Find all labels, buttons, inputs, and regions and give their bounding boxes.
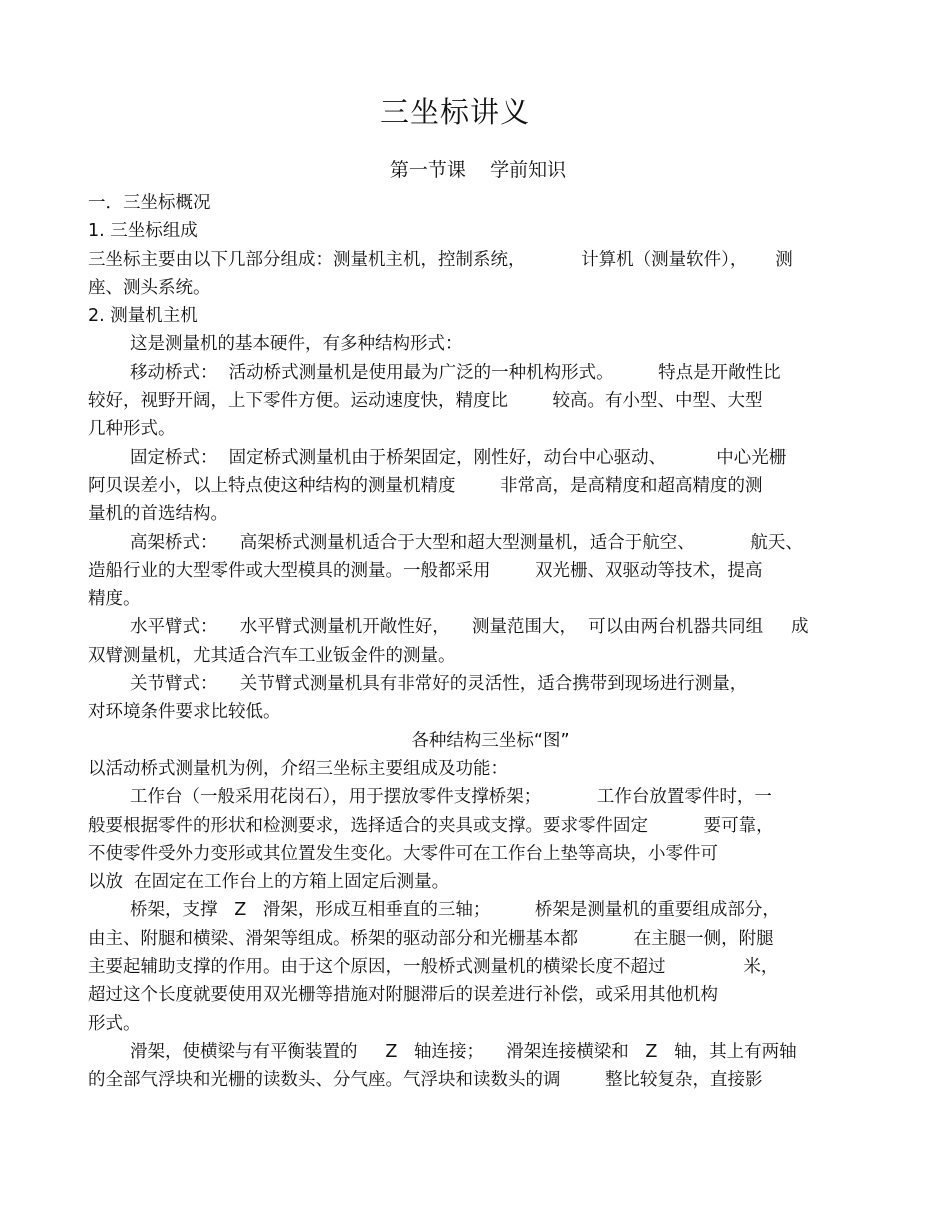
text-line: 关节臂式： 关节臂式测量机具有非常好的灵活性，适合携带到现场进行测量， [130,674,748,695]
text-line: 这是测量机的基本硬件，有多种结构形式： [130,334,463,355]
text-line: 滑架，使横梁与有平衡装置的 Z 轴连接； 滑架连接横梁和 Z 轴，其上有两轴 [130,1041,797,1062]
text-line: 量机的首选结构。 [88,504,228,525]
figure-caption: 各种结构三坐标“图” [411,730,570,751]
subsection-heading: 2. 测量机主机 [88,306,198,327]
text-line: 桥架，支撑 Z 滑架，形成互相垂直的三轴； 桥架是测量机的重要组成部分， [130,900,780,921]
text-line: 不使零件受外力变形或其位置发生变化。大零件可在工作台上垫等高块，小零件可 [88,843,718,864]
text-line: 几种形式。 [88,419,176,440]
text-line: 高架桥式： 高架桥式测量机适合于大型和超大型测量机，适合于航空、 航天、 [130,532,803,553]
text-line: 超过这个长度就要使用双光栅等措施对附腿滞后的误差进行补偿，或采用其他机构 [88,985,718,1006]
text-line: 由主、附腿和横梁、滑架等组成。桥架的驱动部分和光栅基本都 在主腿一侧，附腿 [88,928,774,949]
subsection-heading: 1. 三坐标组成 [88,221,198,242]
lesson-subtitle: 第一节课 学前知识 [389,159,567,181]
text-line: 三坐标主要由以下几部分组成：测量机主机，控制系统， 计算机（测量软件）， 测 [88,249,793,270]
text-line: 对环境条件要求比较低。 [88,702,281,723]
text-line: 水平臂式： 水平臂式测量机开敞性好， 测量范围大， 可以由两台机器共同组 成 [130,617,809,638]
text-line: 造船行业的大型零件或大型模具的测量。一般都采用 双光栅、双驱动等技术，提高 [88,560,763,581]
text-line: 精度。 [88,589,141,610]
text-line: 工作台（一般采用花岗石），用于摆放零件支撑桥架； 工作台放置零件时，一 [130,787,772,808]
text-line: 般要根据零件的形状和检测要求，选择适合的夹具或支撑。要求零件固定 要可靠， [88,815,774,836]
document-body [88,189,888,1095]
text-line: 形式。 [88,1013,141,1034]
section-heading: 一．三坐标概况 [88,193,211,213]
text-line: 以放 在固定在工作台上的方箱上固定后测量。 [88,872,450,893]
text-line: 主要起辅助支撑的作用。由于这个原因，一般桥式测量机的横梁长度不超过 米， [88,957,779,978]
document-title: 三坐标讲义 [379,95,530,129]
text-line: 固定桥式： 固定桥式测量机由于桥架固定，刚性好，动台中心驱动、 中心光栅 [130,447,787,468]
text-line: 的全部气浮块和光栅的读数头、分气座。气浮块和读数头的调 整比较复杂，直接影 [88,1070,763,1091]
text-line: 双臂测量机，尤其适合汽车工业钣金件的测量。 [88,645,456,666]
text-line: 较好，视野开阔，上下零件方便。运动速度快，精度比 较高。有小型、中型、大型 [88,391,763,412]
text-line: 移动桥式： 活动桥式测量机是使用最为广泛的一种机构形式。 特点是开敞性比 [130,362,781,383]
text-line: 以活动桥式测量机为例，介绍三坐标主要组成及功能： [88,758,508,779]
text-line: 座、测头系统。 [88,277,211,298]
text-line: 阿贝误差小，以上特点使这种结构的测量机精度 非常高，是高精度和超高精度的测 [88,475,763,496]
